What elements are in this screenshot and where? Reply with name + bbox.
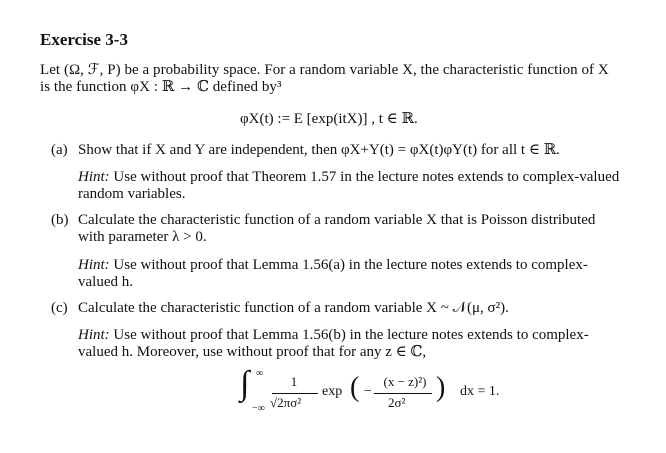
- exponent-fraction-bar: [374, 393, 432, 394]
- right-paren: ): [436, 372, 446, 403]
- exponent-denominator: 2σ²: [388, 395, 406, 410]
- part-a-hint: [78, 169, 651, 203]
- integral-lower-limit: −∞: [252, 403, 265, 414]
- part-a-label: (a): [51, 142, 68, 158]
- integral-formula: [240, 366, 540, 418]
- part-a-hint-label: Hint:: [78, 169, 110, 185]
- integral-sign: ∫: [240, 365, 250, 402]
- definition-formula: φX(t) := E [exp(itX)] , t ∈ ℝ.: [240, 111, 418, 127]
- integral-upper-limit: ∞: [256, 368, 264, 379]
- part-a-text: Show that if X and Y are independent, then φX+Y(t) = φX(t)φY(t) for all t ∈ ℝ.: [78, 142, 560, 158]
- part-b-hint: [78, 257, 651, 291]
- part-c-hint-label: Hint:: [78, 327, 110, 343]
- fraction-denominator: √2πσ²: [270, 395, 302, 410]
- part-c-text: Calculate the characteristic function of a random variable X ~ 𝒩(μ, σ²).: [78, 300, 509, 316]
- part-b-label: (b): [51, 212, 69, 228]
- exp-function: exp: [322, 384, 343, 399]
- part-b-hint-line-1: Use without proof that Lemma 1.56(a) in the lecture notes extends to complex-: [109, 257, 588, 273]
- part-a-hint-line-1: Use without proof that Theorem 1.57 in the lecture notes extends to complex-valued: [109, 169, 620, 185]
- fraction-numerator: 1: [290, 374, 298, 389]
- part-b-line-2: with parameter λ > 0.: [78, 229, 207, 245]
- part-b-hint-line-2: valued h.: [78, 274, 133, 290]
- exercise-title: Exercise 3-3: [40, 30, 128, 49]
- intro-paragraph: [40, 62, 652, 96]
- intro-line-1: Let (Ω, ℱ, P) be a probability space. For a random variable X, the characteristic function of X: [40, 62, 609, 78]
- part-b-hint-label: Hint:: [78, 257, 110, 273]
- integral-tail: dx = 1.: [460, 384, 500, 399]
- fraction-bar: [272, 393, 318, 394]
- exponent-numerator: (x − z)²): [383, 374, 427, 389]
- minus-sign: −: [364, 384, 372, 399]
- left-paren: (: [350, 372, 360, 403]
- part-c-hint-line-2: valued h. Moreover, use without proof that for any z ∈ ℂ,: [78, 344, 427, 360]
- part-c-hint: [78, 327, 651, 361]
- intro-line-2: is the function φX : ℝ → ℂ defined by³: [40, 79, 282, 95]
- part-b-line-1: Calculate the characteristic function of a random variable X that is Poisson distributed: [78, 212, 596, 228]
- part-c-label: (c): [51, 300, 68, 316]
- part-c-hint-line-1: Use without proof that Lemma 1.56(b) in the lecture notes extends to complex-: [109, 327, 589, 343]
- part-a-hint-line-2: random variables.: [78, 186, 186, 202]
